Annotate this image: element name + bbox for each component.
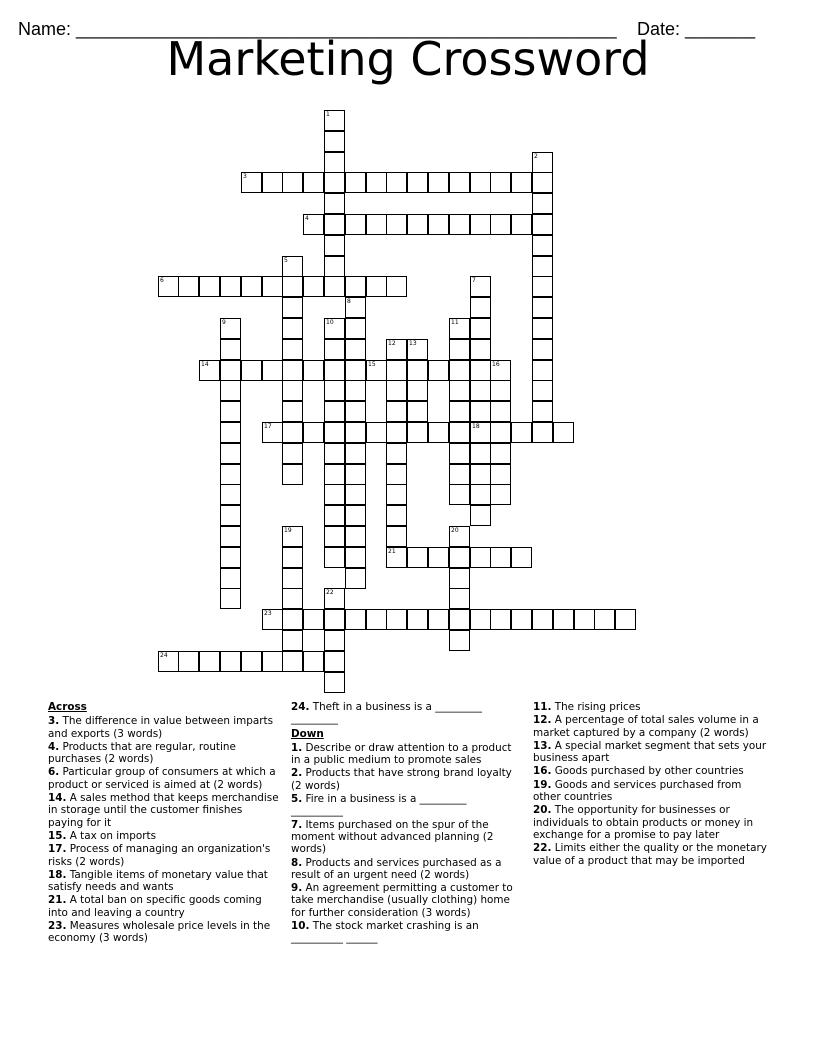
clue-text: Fire in a business is a _________ __________: [291, 793, 467, 818]
grid-cell[interactable]: [407, 401, 428, 422]
grid-cell[interactable]: [220, 588, 241, 609]
clue-number-8: 8: [347, 298, 351, 305]
clue-text: The stock market crashing is an __________ ______: [291, 920, 479, 945]
down-clue: [533, 701, 769, 713]
grid-cell[interactable]: [324, 360, 345, 381]
clue-number-21: 21: [388, 548, 396, 555]
clue-number-19: 19: [284, 527, 292, 534]
down-clue: [533, 714, 769, 739]
grid-cell[interactable]: [345, 568, 366, 589]
grid-cell[interactable]: [449, 464, 470, 485]
grid-cell[interactable]: [470, 464, 491, 485]
grid-cell[interactable]: [532, 380, 553, 401]
clue-number-24: 24: [160, 652, 168, 659]
grid-cell[interactable]: [470, 401, 491, 422]
clue-number: 14.: [48, 792, 67, 805]
clue-number: 10.: [291, 920, 310, 933]
grid-cell[interactable]: [532, 172, 553, 193]
clue-text: The rising prices: [551, 701, 641, 713]
clue-text: Particular group of consumers at which a product or serviced is aimed at (2 words): [48, 766, 276, 791]
grid-cell[interactable]: [428, 172, 449, 193]
grid-cell[interactable]: [532, 422, 553, 443]
grid-cell[interactable]: [345, 339, 366, 360]
grid-cell[interactable]: [386, 464, 407, 485]
grid-cell[interactable]: [324, 235, 345, 256]
grid-cell[interactable]: [324, 505, 345, 526]
grid-cell[interactable]: [428, 609, 449, 630]
clue-number: 22.: [533, 842, 552, 855]
grid-cell[interactable]: [386, 505, 407, 526]
grid-cell[interactable]: [532, 401, 553, 422]
grid-cell[interactable]: [532, 318, 553, 339]
grid-cell[interactable]: [511, 214, 532, 235]
grid-cell[interactable]: [178, 651, 199, 672]
clue-text: A total ban on specific goods coming into and leaving a country: [48, 894, 262, 919]
grid-cell[interactable]: [407, 380, 428, 401]
clue-text: A sales method that keeps merchandise in storage until the customer finishes paying for it: [48, 792, 279, 829]
down-clue: [291, 793, 517, 818]
grid-cell[interactable]: [220, 443, 241, 464]
grid-cell[interactable]: [490, 380, 511, 401]
grid-cell[interactable]: [449, 172, 470, 193]
clue-number: 20.: [533, 804, 552, 817]
grid-cell[interactable]: [199, 276, 220, 297]
clue-number-13: 13: [409, 340, 417, 347]
grid-cell[interactable]: [470, 339, 491, 360]
grid-cell[interactable]: [490, 214, 511, 235]
grid-cell[interactable]: [262, 360, 283, 381]
grid-cell[interactable]: [470, 318, 491, 339]
grid-cell[interactable]: [511, 547, 532, 568]
clues-column-2: [291, 701, 517, 946]
grid-cell[interactable]: [282, 401, 303, 422]
grid-cell[interactable]: [324, 131, 345, 152]
grid-cell[interactable]: [345, 464, 366, 485]
grid-cell[interactable]: [345, 318, 366, 339]
grid-cell[interactable]: [490, 172, 511, 193]
grid-cell[interactable]: [324, 547, 345, 568]
grid-cell[interactable]: [407, 422, 428, 443]
across-clue: [48, 830, 280, 842]
grid-cell[interactable]: [282, 380, 303, 401]
clues-column-3: [533, 701, 769, 868]
clue-text: Process of managing an organization's risks (2 words): [48, 843, 271, 868]
grid-cell[interactable]: [220, 401, 241, 422]
across-clue: [48, 869, 280, 894]
clue-number: 15.: [48, 829, 67, 842]
down-heading: Down: [291, 727, 324, 740]
down-clue: [291, 882, 517, 919]
grid-cell[interactable]: [470, 297, 491, 318]
grid-cell[interactable]: [220, 526, 241, 547]
grid-cell[interactable]: [428, 360, 449, 381]
clue-number: 9.: [291, 882, 303, 895]
grid-cell[interactable]: [324, 630, 345, 651]
grid-cell[interactable]: [366, 276, 387, 297]
grid-cell[interactable]: [282, 318, 303, 339]
across-clue-list: [48, 715, 280, 944]
grid-cell[interactable]: [428, 422, 449, 443]
clue-text: A special market segment that sets your business apart: [533, 739, 767, 765]
grid-cell[interactable]: [345, 609, 366, 630]
grid-cell[interactable]: [303, 360, 324, 381]
grid-cell[interactable]: [282, 276, 303, 297]
down-clue: [533, 740, 769, 765]
clue-text: Theft in a business is a _________ _________: [291, 701, 482, 726]
clue-number: 16.: [533, 765, 552, 778]
grid-cell[interactable]: [282, 172, 303, 193]
across-clue: [291, 701, 517, 726]
name-label: Name:: [18, 19, 77, 39]
clue-number-16: 16: [492, 361, 500, 368]
across-clue: [48, 766, 280, 791]
grid-cell[interactable]: [449, 484, 470, 505]
grid-cell[interactable]: [262, 172, 283, 193]
grid-cell[interactable]: [449, 568, 470, 589]
grid-cell[interactable]: [386, 422, 407, 443]
grid-cell[interactable]: [220, 276, 241, 297]
clue-number-2: 2: [534, 153, 538, 160]
clue-number: 1.: [291, 741, 303, 754]
grid-cell[interactable]: [282, 339, 303, 360]
grid-cell[interactable]: [282, 360, 303, 381]
grid-cell[interactable]: [532, 193, 553, 214]
grid-cell[interactable]: [490, 422, 511, 443]
name-blank[interactable]: ______________________________________________________: [76, 19, 617, 39]
clue-text: Describe or draw attention to a product in a public medium to promote sales: [291, 741, 512, 767]
clue-number-22: 22: [326, 589, 334, 596]
grid-cell[interactable]: [386, 276, 407, 297]
clue-text: Tangible items of monetary value that satisfy needs and wants: [48, 868, 268, 894]
clue-text: Goods purchased by other countries: [551, 765, 744, 778]
down-clue: [533, 765, 769, 777]
grid-cell[interactable]: [220, 568, 241, 589]
grid-cell[interactable]: [220, 380, 241, 401]
grid-cell[interactable]: [241, 276, 262, 297]
grid-cell[interactable]: [449, 588, 470, 609]
grid-cell[interactable]: [345, 360, 366, 381]
across-clue: [48, 894, 280, 919]
grid-cell[interactable]: [532, 276, 553, 297]
clue-number-23: 23: [264, 610, 272, 617]
down-clue-list-continued: [533, 701, 769, 867]
clue-text: Limits either the quality or the monetary value of a product that may be imported: [533, 842, 767, 867]
grid-cell[interactable]: [386, 526, 407, 547]
grid-cell[interactable]: [449, 339, 470, 360]
grid-cell[interactable]: [345, 484, 366, 505]
grid-cell[interactable]: [366, 172, 387, 193]
grid-cell[interactable]: [199, 651, 220, 672]
grid-cell[interactable]: [449, 630, 470, 651]
grid-cell[interactable]: [303, 651, 324, 672]
grid-cell[interactable]: [449, 380, 470, 401]
grid-cell[interactable]: [324, 464, 345, 485]
grid-cell[interactable]: [282, 588, 303, 609]
grid-cell[interactable]: [324, 484, 345, 505]
clue-text: Products that have strong brand loyalty (2 words): [291, 767, 512, 792]
clue-number: 11.: [533, 701, 552, 713]
grid-cell[interactable]: [407, 609, 428, 630]
grid-cell[interactable]: [366, 609, 387, 630]
clue-number-5: 5: [284, 257, 288, 264]
grid-cell[interactable]: [282, 422, 303, 443]
grid-cell[interactable]: [282, 443, 303, 464]
grid-cell[interactable]: [490, 609, 511, 630]
grid-cell[interactable]: [490, 401, 511, 422]
grid-cell[interactable]: [220, 505, 241, 526]
grid-cell[interactable]: [532, 360, 553, 381]
grid-cell[interactable]: [470, 172, 491, 193]
grid-cell[interactable]: [324, 193, 345, 214]
grid-cell[interactable]: [532, 256, 553, 277]
clue-number: 23.: [48, 920, 67, 933]
grid-cell[interactable]: [532, 609, 553, 630]
clue-text: Items purchased on the spur of the moment without advanced planning (2 words): [291, 818, 494, 856]
grid-cell[interactable]: [428, 214, 449, 235]
grid-cell[interactable]: [282, 630, 303, 651]
grid-cell[interactable]: [386, 214, 407, 235]
grid-cell[interactable]: [345, 547, 366, 568]
grid-cell[interactable]: [449, 214, 470, 235]
grid-cell[interactable]: [241, 360, 262, 381]
clue-text: The difference in value between imparts and exports (3 words): [48, 715, 274, 740]
grid-cell[interactable]: [220, 360, 241, 381]
down-clue: [291, 857, 517, 882]
grid-cell[interactable]: [532, 235, 553, 256]
clue-number-4: 4: [305, 215, 309, 222]
grid-cell[interactable]: [449, 422, 470, 443]
grid-cell[interactable]: [303, 276, 324, 297]
grid-cell[interactable]: [490, 547, 511, 568]
grid-cell[interactable]: [490, 464, 511, 485]
clue-text: An agreement permitting a customer to take merchandise (usually clothing) home for further consideration (3 words): [291, 882, 513, 919]
down-clue: [533, 804, 769, 841]
grid-cell[interactable]: [345, 380, 366, 401]
grid-cell[interactable]: [282, 651, 303, 672]
grid-cell[interactable]: [532, 297, 553, 318]
grid-cell[interactable]: [345, 172, 366, 193]
clue-number: 18.: [48, 868, 67, 881]
grid-cell[interactable]: [178, 276, 199, 297]
grid-cell[interactable]: [262, 651, 283, 672]
grid-cell[interactable]: [449, 609, 470, 630]
across-heading: Across: [48, 701, 87, 713]
clue-number: 12.: [533, 714, 552, 727]
grid-cell[interactable]: [470, 484, 491, 505]
grid-cell[interactable]: [532, 339, 553, 360]
grid-cell[interactable]: [470, 609, 491, 630]
grid-cell[interactable]: [324, 443, 345, 464]
grid-cell[interactable]: [220, 464, 241, 485]
clue-text: A percentage of total sales volume in a market captured by a company (2 words): [533, 714, 759, 739]
grid-cell[interactable]: [386, 172, 407, 193]
grid-cell[interactable]: [262, 276, 283, 297]
clue-number-15: 15: [368, 361, 376, 368]
grid-cell[interactable]: [407, 214, 428, 235]
grid-cell[interactable]: [470, 443, 491, 464]
grid-cell[interactable]: [220, 422, 241, 443]
grid-cell[interactable]: [553, 609, 574, 630]
grid-cell[interactable]: [303, 172, 324, 193]
clue-number: 2.: [291, 767, 303, 780]
grid-cell[interactable]: [470, 214, 491, 235]
grid-cell[interactable]: [324, 422, 345, 443]
down-clue: [291, 819, 517, 856]
clue-text: Goods and services purchased from other countries: [533, 778, 742, 804]
grid-cell[interactable]: [220, 484, 241, 505]
across-clue: [48, 920, 280, 945]
grid-cell[interactable]: [615, 609, 636, 630]
clue-number-17: 17: [264, 423, 272, 430]
page-title: Marketing Crossword: [166, 32, 650, 86]
grid-cell[interactable]: [345, 505, 366, 526]
across-clue: [48, 715, 280, 740]
grid-cell[interactable]: [386, 609, 407, 630]
grid-cell[interactable]: [407, 172, 428, 193]
grid-cell[interactable]: [490, 443, 511, 464]
grid-cell[interactable]: [490, 484, 511, 505]
clue-number: 6.: [48, 766, 60, 779]
clue-text: Measures wholesale price levels in the economy (3 words): [48, 920, 271, 945]
grid-cell[interactable]: [345, 214, 366, 235]
across-clue: [48, 741, 280, 766]
grid-cell[interactable]: [282, 297, 303, 318]
grid-cell[interactable]: [324, 214, 345, 235]
grid-cell[interactable]: [366, 422, 387, 443]
grid-cell[interactable]: [511, 422, 532, 443]
clue-number: 24.: [291, 701, 310, 713]
clue-number-1: 1: [326, 111, 330, 118]
grid-cell[interactable]: [345, 401, 366, 422]
grid-cell[interactable]: [366, 214, 387, 235]
date-blank[interactable]: _______: [685, 19, 756, 39]
across-clue: [48, 792, 280, 829]
clue-number: 13.: [533, 739, 552, 752]
grid-cell[interactable]: [345, 276, 366, 297]
grid-cell[interactable]: [470, 380, 491, 401]
down-clue: [291, 767, 517, 792]
grid-cell[interactable]: [324, 339, 345, 360]
grid-cell[interactable]: [470, 360, 491, 381]
grid-cell[interactable]: [282, 464, 303, 485]
grid-cell[interactable]: [386, 380, 407, 401]
clue-number-9: 9: [222, 319, 226, 326]
grid-cell[interactable]: [511, 609, 532, 630]
grid-cell[interactable]: [324, 526, 345, 547]
grid-cell[interactable]: [220, 339, 241, 360]
grid-cell[interactable]: [324, 401, 345, 422]
grid-cell[interactable]: [532, 214, 553, 235]
grid-cell[interactable]: [470, 505, 491, 526]
grid-cell[interactable]: [386, 360, 407, 381]
grid-cell[interactable]: [324, 276, 345, 297]
clue-number: 21.: [48, 894, 67, 907]
clue-text: Products that are regular, routine purchases (2 words): [48, 740, 236, 766]
clue-number: 17.: [48, 843, 67, 856]
clue-number-7: 7: [472, 277, 476, 284]
grid-cell[interactable]: [345, 443, 366, 464]
clue-number: 3.: [48, 715, 60, 728]
clue-text: Products and services purchased as a result of an urgent need (2 words): [291, 856, 502, 881]
grid-cell[interactable]: [220, 547, 241, 568]
grid-cell[interactable]: [449, 547, 470, 568]
grid-cell[interactable]: [241, 651, 262, 672]
clue-number: 4.: [48, 740, 60, 753]
grid-cell[interactable]: [282, 609, 303, 630]
grid-cell[interactable]: [386, 401, 407, 422]
clue-number-3: 3: [243, 173, 247, 180]
across-clue: [48, 843, 280, 868]
grid-cell[interactable]: [282, 568, 303, 589]
down-clue: [291, 742, 517, 767]
across-clue-list-continued: [291, 701, 517, 726]
grid-cell[interactable]: [324, 152, 345, 173]
grid-cell[interactable]: [282, 547, 303, 568]
grid-cell[interactable]: [386, 484, 407, 505]
grid-cell[interactable]: [345, 526, 366, 547]
grid-cell[interactable]: [553, 422, 574, 443]
grid-cell[interactable]: [449, 443, 470, 464]
grid-cell[interactable]: [324, 651, 345, 672]
grid-cell[interactable]: [407, 547, 428, 568]
grid-cell[interactable]: [324, 256, 345, 277]
grid-cell[interactable]: [407, 360, 428, 381]
date-label: Date:: [637, 19, 686, 39]
clue-number: 19.: [533, 778, 552, 791]
grid-cell[interactable]: [428, 547, 449, 568]
clue-number-10: 10: [326, 319, 334, 326]
clue-number-14: 14: [201, 361, 209, 368]
down-clue: [533, 842, 769, 867]
clues-column-1: [48, 701, 280, 946]
grid-cell[interactable]: [303, 609, 324, 630]
grid-cell[interactable]: [324, 380, 345, 401]
clue-text: A tax on imports: [66, 829, 156, 842]
grid-cell[interactable]: [574, 609, 595, 630]
clue-text: The opportunity for businesses or individuals to obtain products or money in exchange for a promise to pay later: [533, 804, 754, 841]
grid-cell[interactable]: [470, 547, 491, 568]
grid-cell[interactable]: [324, 172, 345, 193]
grid-cell[interactable]: [220, 651, 241, 672]
clue-number-12: 12: [388, 340, 396, 347]
clue-number: 8.: [291, 856, 303, 869]
down-clue-list: [291, 742, 517, 945]
down-clue: [533, 779, 769, 804]
grid-cell[interactable]: [449, 360, 470, 381]
clue-number-11: 11: [451, 319, 459, 326]
clue-number-18: 18: [472, 423, 480, 430]
down-clue: [291, 920, 517, 945]
grid-cell[interactable]: [511, 172, 532, 193]
grid-cell[interactable]: [386, 443, 407, 464]
grid-cell[interactable]: [594, 609, 615, 630]
grid-cell[interactable]: [303, 422, 324, 443]
grid-cell[interactable]: [345, 422, 366, 443]
grid-cell[interactable]: [324, 609, 345, 630]
clue-number-20: 20: [451, 527, 459, 534]
clue-number: 7.: [291, 818, 303, 831]
clue-number: 5.: [291, 793, 303, 806]
grid-cell[interactable]: [449, 401, 470, 422]
clue-number-6: 6: [160, 277, 164, 284]
grid-cell[interactable]: [324, 672, 345, 693]
